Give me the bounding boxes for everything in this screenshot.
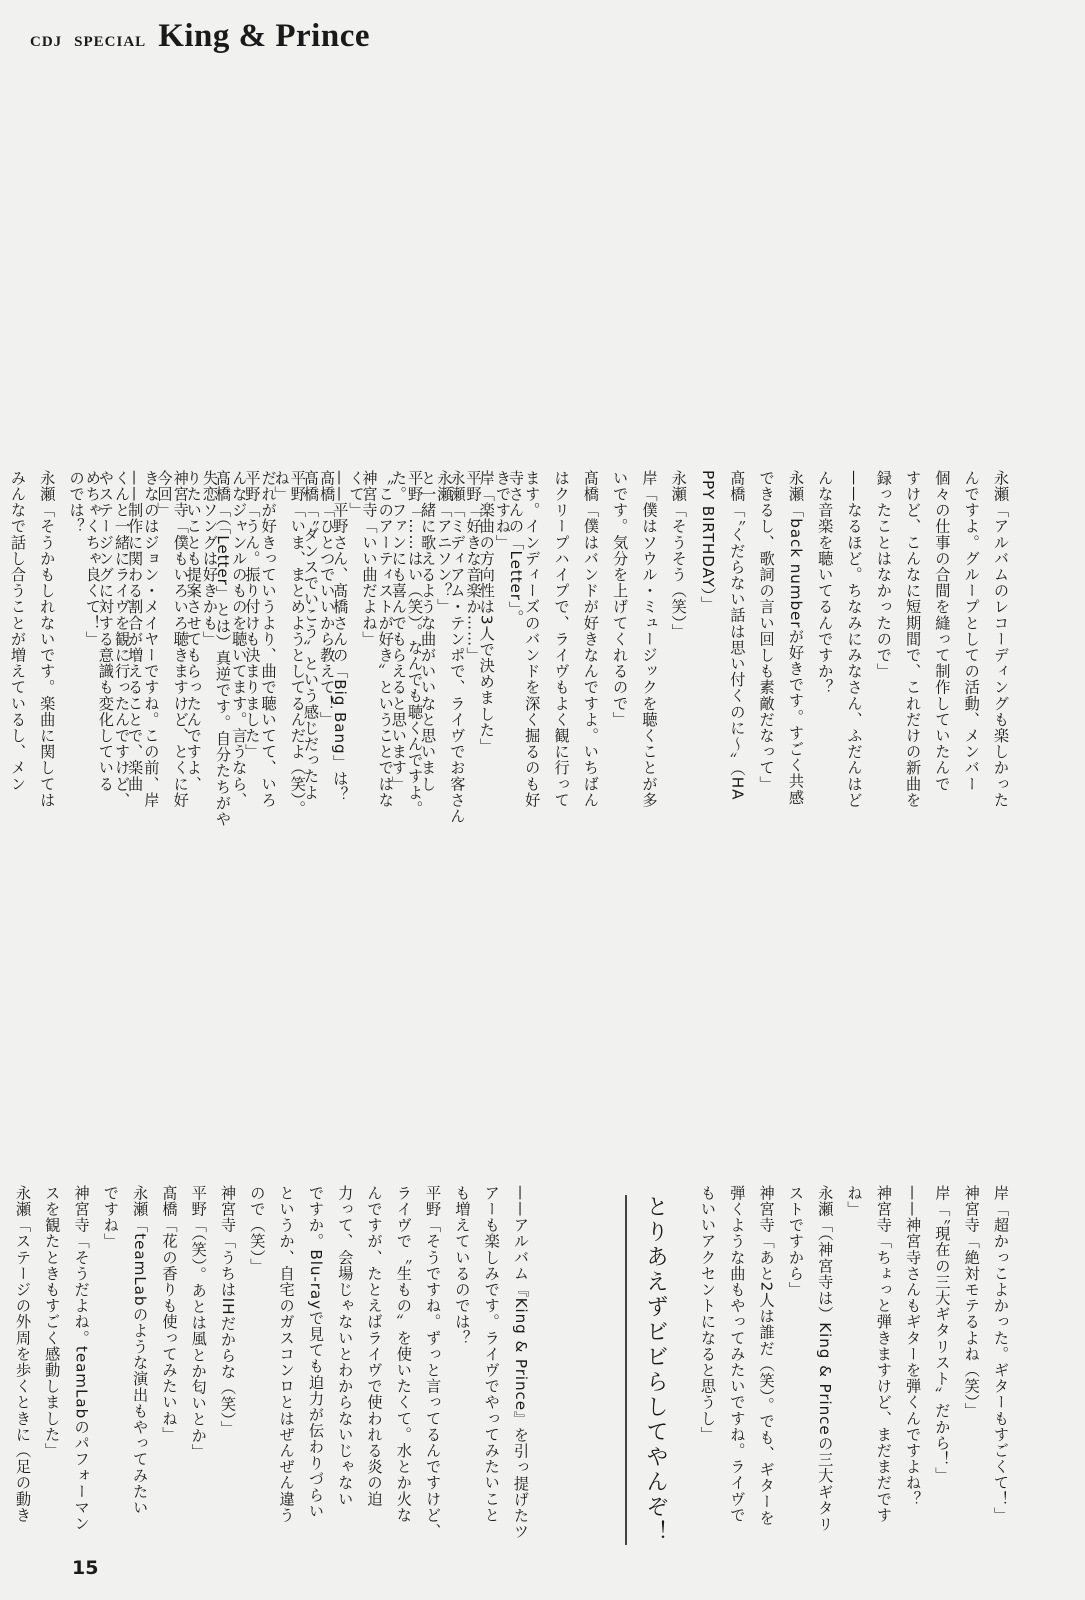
article-text-upper-right: 永瀬「アルバムのレコーディングも楽しかった んですよ。グループとしての活動、メンバー 個々の仕事の合間を縫って制作していたんで すけど、こんなに短期間で、これだけの新曲を 録ったことはなかったので」 ——なるほど。ちなみにみなさん、ふだんはど んな音楽を聴いてるんですか？ 永瀬「back numberが好きです。すごく共感 できるし、歌詞の言い回しも素敵だなって」 髙橋「〝くだらない話は思い付くのに～〟（HA PPY BIRTHDAY）」 永瀬「そうそう（笑）」 岸「僕はソウル・ミュージックを聴くことが多 いです。気分を上げてくれるので」 髙橋「僕はバンドが好きなんですよ。いちばん はクリープハイプで、ライヴもよく観に行って ます。インディーズのバンドを深く掘るのも好 きですね」 平野「好きな音楽か……」 永瀬「アニソン？」 平野「……はい（笑）。なんでも聴くんですよ。 〝このアーティストが好き〟ということではな くて」 髙橋「ひとつでいいから教えて！」 平野「いま、まとめようとしてるんだよ（笑）。 だれが好きっていうより、曲で聴いてて、いろ んなジャンルのものを聴いてます。言うなら、 失恋ソングは好きかも」 神宮寺「僕もいろいろ聴きますけど、とくに好 きなのはジョン・メイヤーですね。この前、岸 くんと一緒にライヴを観に行ったんですけど、 めちゃくちゃ良くて！」 (83, 470, 1010, 817)
page-number: 15 (72, 1557, 99, 1579)
article-subheading: とりあえずビビらしてやんぞ！ (625, 1195, 671, 1545)
header-label-special: SPECIAL (74, 34, 147, 50)
article-text-lower-right: 岸「超かっこよかった。ギターもすごくて！」 神宮寺「絶対モテるよね（笑）」 岸「〝現在の三大ギタリスト〟だから！」 ——神宮寺さんもギターを弾くんですよね？ 神宮寺「ちょっと弾きますけど、まだまだです ね」 永瀬「（神宮寺は）King & Princeの三大ギタリ ストですから」 神宮寺「あと2人は誰だ（笑）。でも、ギターを 弾くような曲もやってみたいですね。ライヴで もいいアクセントになると思うし」 (699, 1185, 1010, 1533)
header-label-cdj: CDJ (30, 34, 63, 50)
article-text-lower-left: ——アルバム『King & Prince』を引っ提げたツ アーも楽しみです。ライヴでやってみたいこと も増えているのでは？ 平野「そうですね。ずっと言ってるんですけど、 ライヴで〝生もの〟を使いたくて。水とか火な んですが、たとえばライヴで使われる炎の迫 力って、会場じゃないとわからないじゃない ですか。Blu-rayで見ても迫力が伝わりづらい というか、自宅のガスコンロとはぜんぜん違う ので（笑）」 神宮寺「うちはIHだからな（笑）」 平野「（笑）。あとは風とか匂いとか」 髙橋「花の香りも使ってみたいね」 永瀬「teamLabのような演出もやってみたい ですね」 神宮寺「そうだよね。teamLabのパフォーマン スを観たときもすごく感動しました」 永瀬「ステージの外周を歩くときに（足の動き (13, 1185, 530, 1540)
header-title: King & Prince (158, 18, 371, 54)
page-header (30, 18, 370, 68)
article-text-upper-left: 寺さんの「Letter」。 岸「楽曲の方向性は3人で決めました」 永瀬「ミディアム・テンポで、ライヴでお客さん と一緒に歌えるような曲がいいなと思いまし た。ファンにも喜んでもらえると思います」 神宮寺「いい曲だよね」 ——平野さん、髙橋さんの「Big Bang」は？ 髙橋「〝ダンスでいこう〟という感じだったよ ね」 平野「うん。振り付けも決まりました」 髙橋「（「Letter」とは）真逆です。自分たちがや りたいことも提案させてもらったんですよ、 今回」 ——制作に関わる割合が増えることで、楽曲 やステージングに対する意識も変化している のでは？ 永瀬「そうかもしれないです。楽曲に関しては みんなで話し合うことが増えているし、メン (8, 470, 525, 828)
